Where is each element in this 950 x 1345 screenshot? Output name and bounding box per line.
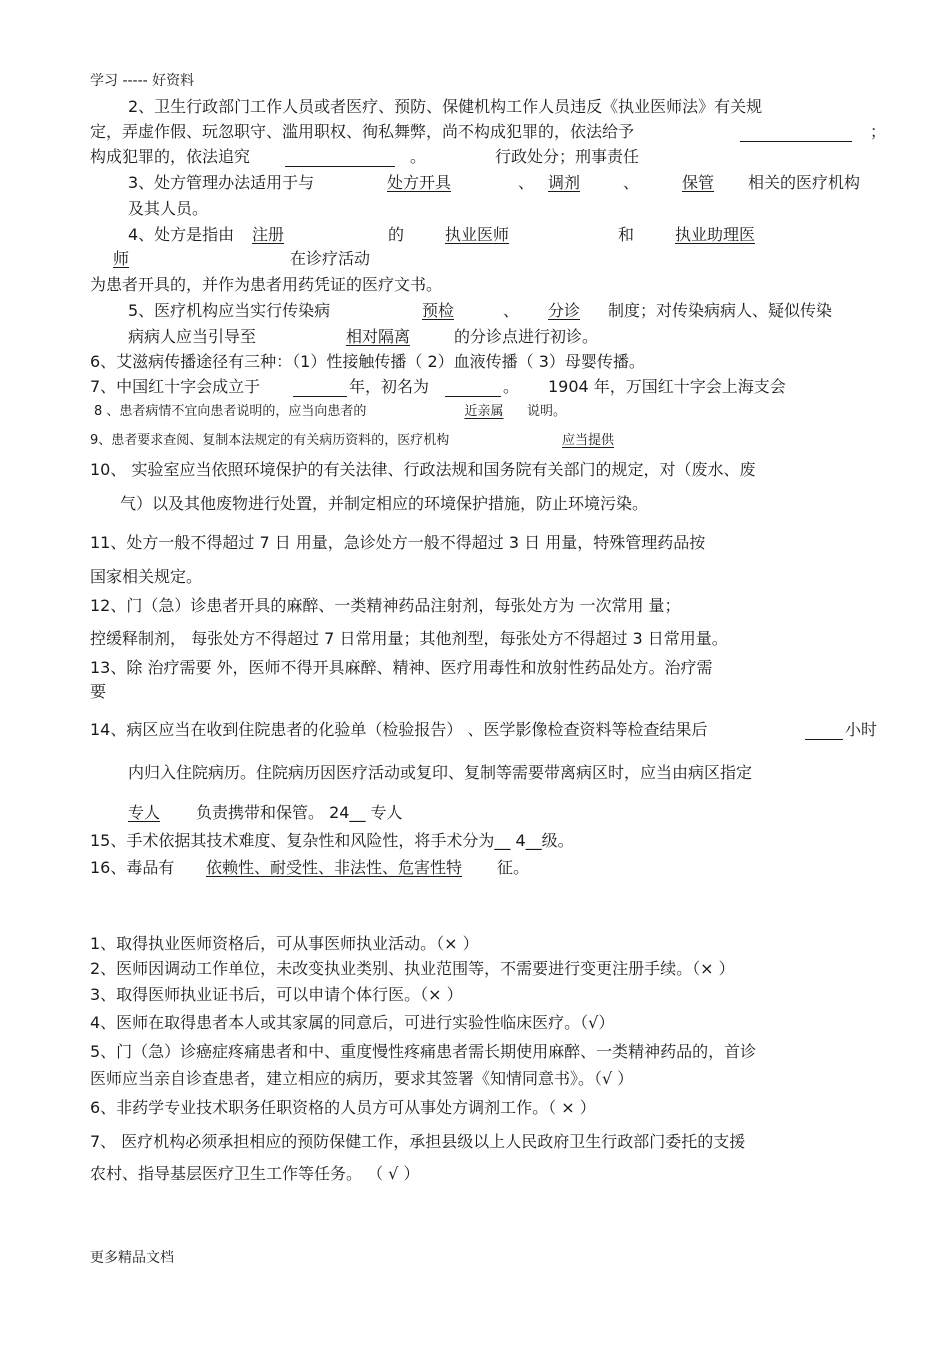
question-2-line-1: 2、卫生行政部门工作人员或者医疗、预防、保健机构工作人员违反《执业医师法》有关规: [128, 97, 763, 116]
answer-blank: [805, 723, 843, 740]
question-2-answer: 行政处分；刑事责任: [495, 147, 640, 166]
question-16-answer: 依赖性、耐受性、非法性、危害性特: [206, 858, 463, 877]
question-4-and: 和: [618, 225, 635, 244]
question-14-answer: 专人: [128, 803, 161, 822]
question-9-answer: 应当提供: [561, 433, 614, 448]
question-2-line-3: 构成犯罪的，依法追究: [90, 147, 251, 166]
question-4-line-3: 为患者开具的，并作为患者用药凭证的医疗文书。: [90, 275, 443, 294]
question-2-punct-2: 。: [410, 147, 427, 166]
question-4-answer-2: 执业医师: [445, 225, 510, 244]
question-5-sep: 、: [503, 301, 520, 320]
page-footer: 更多精品文档: [90, 1250, 174, 1266]
question-14-unit: 小时: [845, 720, 878, 739]
question-2-text: 定，弄虚作假、玩忽职守、滥用职权、徇私舞弊，尚不构成犯罪的，依法给予: [90, 122, 635, 141]
question-4-line-2: 师: [113, 249, 130, 268]
judge-5-line-1: 5、门（急）诊癌症疼痛患者和中、重度慢性疼痛患者需长期使用麻醉、一类精神药品的，首诊: [90, 1042, 757, 1061]
question-3-answer-1: 处方开具: [387, 173, 452, 192]
question-3-answer-2: 调剂: [548, 173, 581, 192]
question-13-line-1: 13、除 治疗需要 外，医师不得开具麻醉、精神、医疗用毒性和放射性药品处方。治疗需: [90, 658, 713, 677]
judge-5-line-2: 医师应当亲自诊查患者，建立相应的病历，要求其签署《知情同意书》。（√ ）: [90, 1069, 634, 1088]
question-10-line-2: 气）以及其他废物进行处置，并制定相应的环境保护措施，防止环境污染。: [120, 494, 649, 513]
question-5-answer-1: 预检: [421, 301, 454, 320]
question-14-line-3: 负责携带和保管。 24__ 专人: [196, 803, 403, 822]
question-13-line-2: 要: [90, 682, 107, 701]
question-5-answer-2: 分诊: [547, 301, 580, 320]
question-7-punct: 。: [503, 377, 520, 396]
judge-6: 6、非药学专业技术职务任职资格的人员方可从事处方调剂工作。（ × ）: [90, 1098, 596, 1117]
question-4-line-2-tail: 在诊疗活动: [290, 249, 371, 268]
question-4-answer-1: 注册: [252, 225, 285, 244]
question-5-answer-3: 相对隔离: [345, 327, 410, 346]
judge-3: 3、取得医师执业证书后，可以申请个体行医。（× ）: [90, 985, 463, 1004]
judge-7-line-2: 农村、指导基层医疗卫生工作等任务。 （ √ ）: [90, 1164, 420, 1183]
question-3-tail: 相关的医疗机构: [748, 173, 861, 192]
answer-blank: [293, 380, 347, 397]
judge-2: 2、医师因调动工作单位，未改变执业类别、执业范围等，不需要进行变更注册手续。（× ）: [90, 959, 735, 978]
page-header: 学习 ----- 好资料: [90, 73, 195, 89]
question-8-tail: 说明。: [527, 404, 567, 419]
question-16-text: 16、毒品有: [90, 858, 175, 877]
judge-4: 4、医师在取得患者本人或其家属的同意后，可进行实验性临床医疗。（√）: [90, 1013, 615, 1032]
judge-7-line-1: 7、 医疗机构必须承担相应的预防保健工作，承担县级以上人民政府卫生行政部门委托的支援: [90, 1132, 746, 1151]
question-3-line-2: 及其人员。: [128, 199, 209, 218]
question-5-tail: 制度；对传染病病人、疑似传染: [608, 301, 833, 320]
question-3-sep: 、: [518, 173, 535, 192]
answer-blank: [445, 380, 501, 397]
question-14-line-1: 14、病区应当在收到住院患者的化验单（检验报告） 、医学影像检查资料等检查结果后: [90, 720, 708, 739]
question-4-answer-3: 执业助理医: [675, 225, 756, 244]
question-4-text: 4、处方是指由: [128, 225, 235, 244]
question-16-tail: 征。: [497, 858, 530, 877]
question-7-answer: 1904 年，万国红十字会上海支会: [548, 377, 786, 396]
question-6: 6、艾滋病传播途径有三种：（1）性接触传播（ 2）血液传播（ 3）母婴传播。: [90, 352, 645, 371]
question-3-sep-2: 、: [623, 173, 640, 192]
question-2-line-2: [90, 121, 634, 143]
question-5-text: 5、医疗机构应当实行传染病: [128, 301, 331, 320]
question-12-line-2: 控缓释制剂， 每张处方不得超过 7 日常用量；其他剂型，每张处方不得超过 3 日常用量。: [90, 629, 728, 648]
question-10-line-1: 10、 实验室应当依照环境保护的有关法律、行政法规和国务院有关部门的规定，对（废水、废: [90, 460, 756, 479]
answer-blank: [740, 125, 852, 142]
question-7-text-2: 年，初名为: [349, 377, 430, 396]
question-4-of: 的: [388, 225, 405, 244]
answer-blank: [285, 150, 395, 167]
question-2-punct: ；: [870, 122, 887, 141]
question-5-line-2-tail: 的分诊点进行初诊。: [454, 327, 599, 346]
question-8-text: 8 、患者病情不宜向患者说明的，应当向患者的: [94, 404, 367, 419]
question-3-answer-3: 保管: [682, 173, 715, 192]
question-12-line-1: 12、门（急）诊患者开具的麻醉、一类精神药品注射剂，每张处方为 一次常用 量；: [90, 596, 681, 615]
question-3-text: 3、处方管理办法适用于与: [128, 173, 315, 192]
question-9-text: 9、患者要求查阅、复制本法规定的有关病历资料的，医疗机构: [90, 433, 450, 448]
question-14-line-2: 内归入住院病历。住院病历因医疗活动或复印、复制等需要带离病区时，应当由病区指定: [128, 763, 753, 782]
judge-1: 1、取得执业医师资格后，可从事医师执业活动。（× ）: [90, 934, 479, 953]
question-11-line-2: 国家相关规定。: [90, 567, 203, 586]
question-8-answer: 近亲属: [464, 404, 504, 419]
question-15: 15、手术依据其技术难度、复杂性和风险性，将手术分为__ 4__级。: [90, 831, 574, 850]
question-7-text: 7、中国红十字会成立于: [90, 377, 261, 396]
question-5-line-2: 病病人应当引导至: [128, 327, 257, 346]
question-11-line-1: 11、处方一般不得超过 7 日 用量，急诊处方一般不得超过 3 日 用量，特殊管理药品按: [90, 533, 706, 552]
